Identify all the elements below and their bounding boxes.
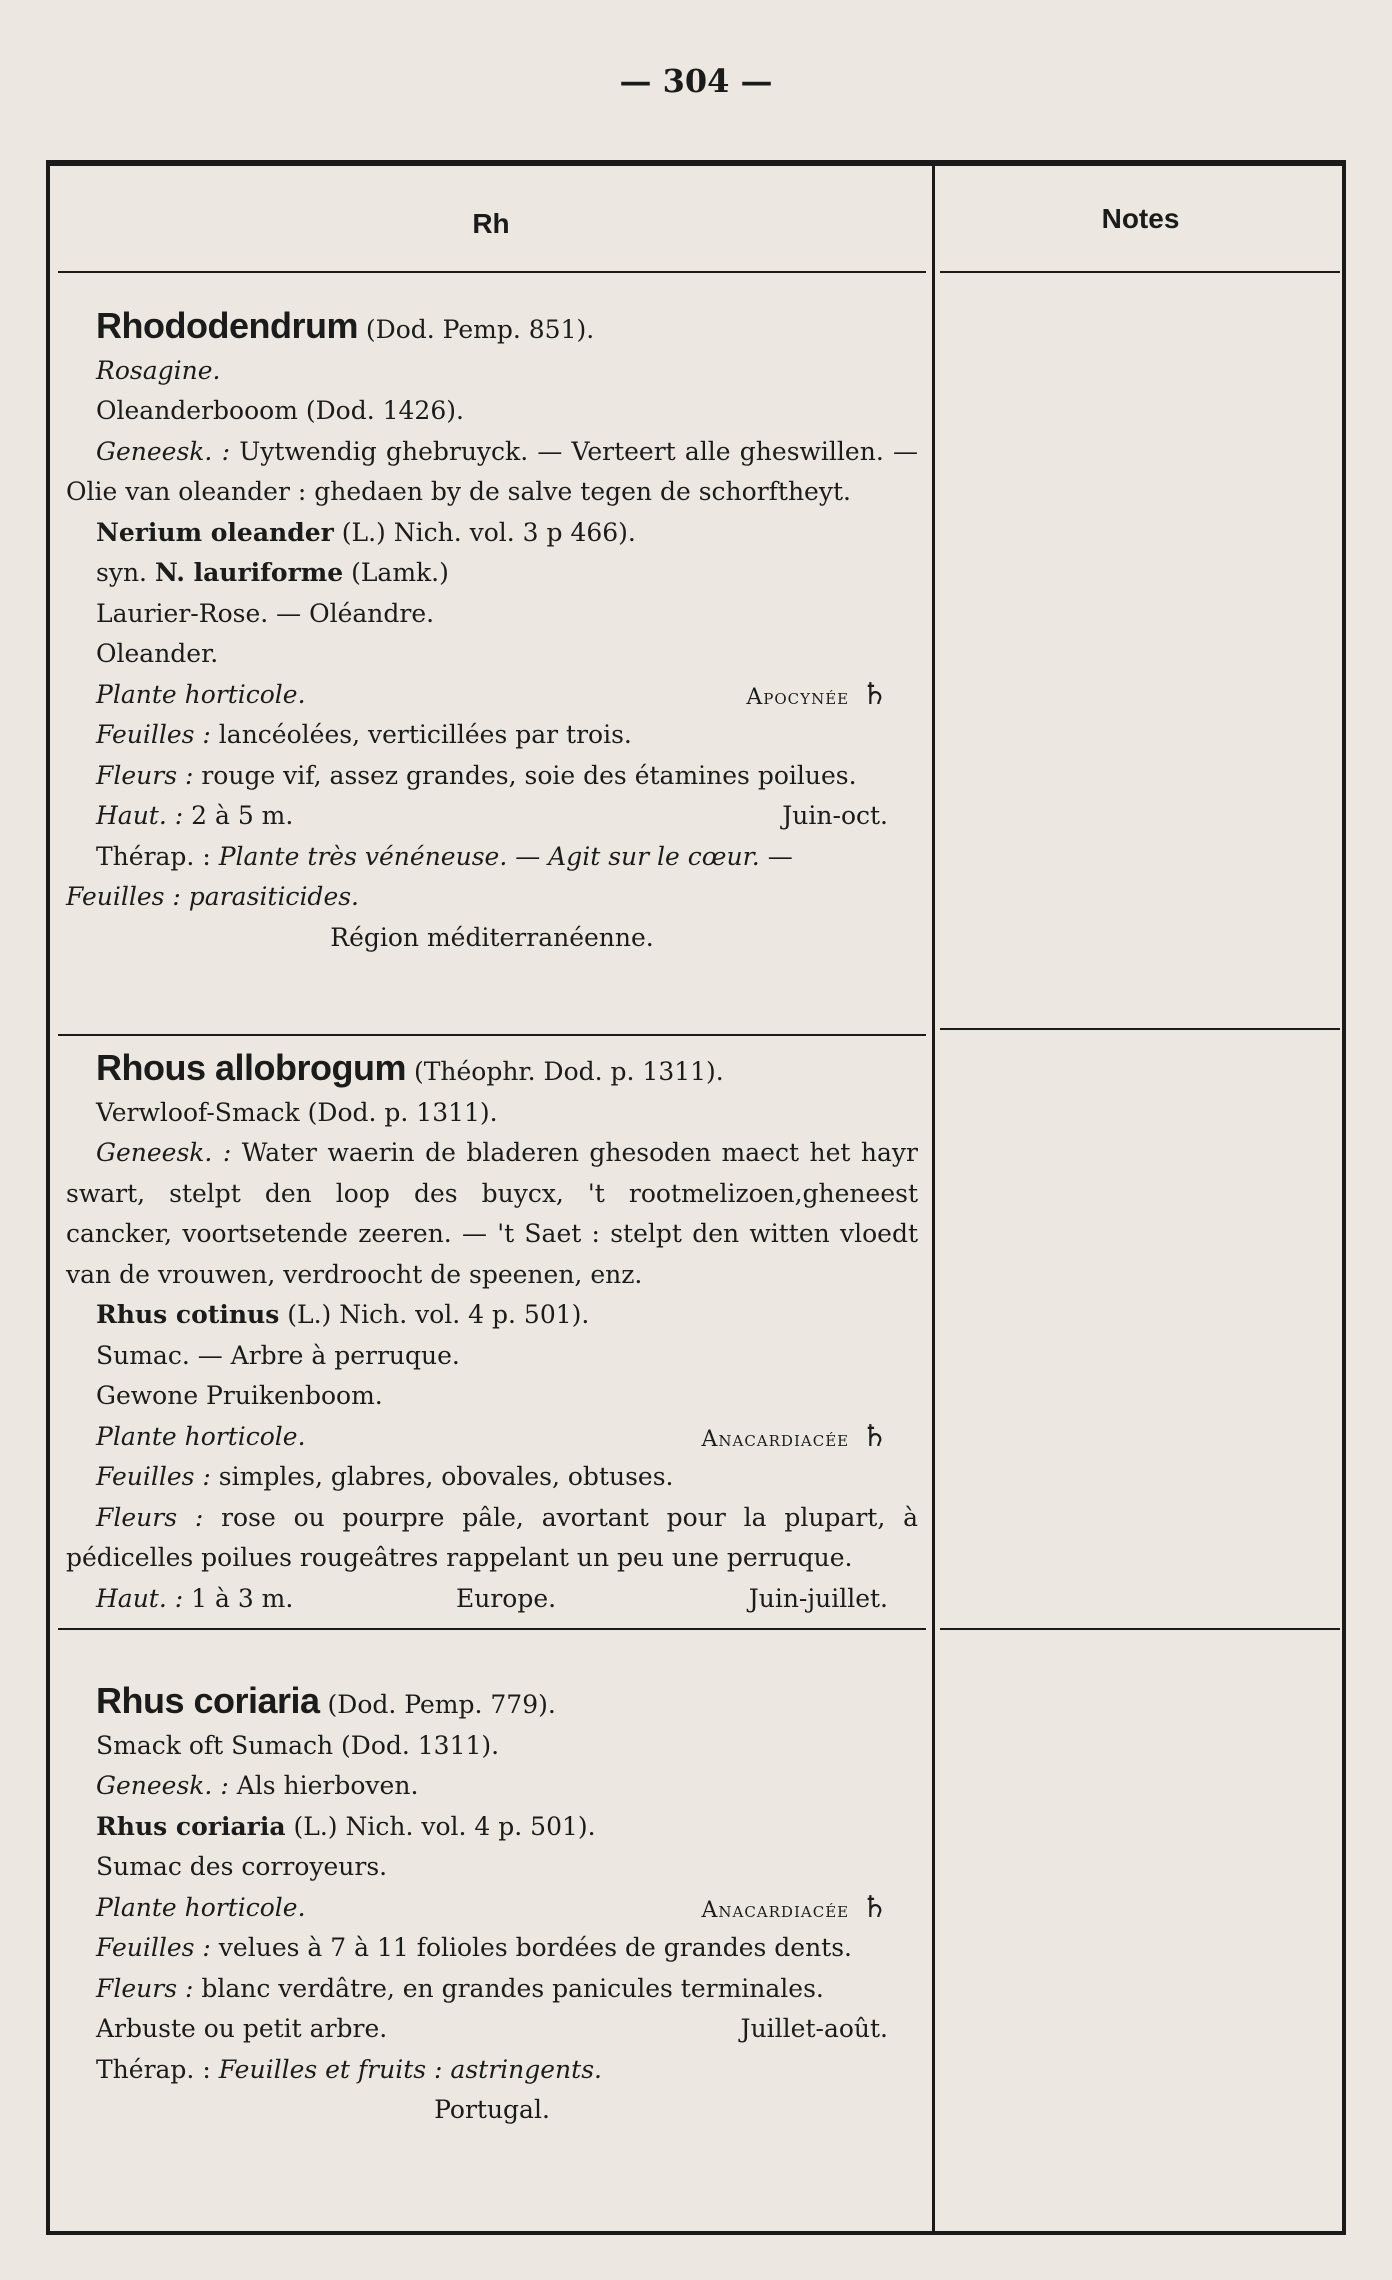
text-line bbox=[66, 1295, 918, 1336]
region: Europe. bbox=[456, 1583, 557, 1613]
label: Thérap. : bbox=[96, 2054, 219, 2084]
text-paragraph bbox=[66, 432, 918, 513]
label: Feuilles : bbox=[96, 720, 211, 749]
text-line: Laurier-Rose. — Oléandre. bbox=[96, 598, 435, 628]
species-name: Nerium oleander bbox=[96, 517, 334, 547]
text-line bbox=[66, 796, 918, 837]
text-line: Rosagine. bbox=[96, 355, 221, 385]
text-line: Sumac. — Arbre à perruque. bbox=[96, 1340, 460, 1370]
text-line bbox=[66, 1928, 918, 1969]
header-rule-right bbox=[940, 271, 1340, 273]
species-name: N. lauriforme bbox=[154, 558, 344, 587]
text-line bbox=[66, 513, 918, 554]
page-number: — 304 — bbox=[619, 62, 773, 100]
text-line bbox=[66, 756, 918, 797]
species-ref: (L.) Nich. vol. 3 p 466). bbox=[333, 517, 636, 547]
entry-title-ref: (Dod. Pemp. 851). bbox=[365, 315, 595, 344]
syn-label: syn. bbox=[96, 558, 155, 587]
species-name: Rhus coriaria bbox=[96, 1811, 286, 1841]
species-ref: (Lamk.) bbox=[343, 558, 449, 587]
line-text: parasiticides. bbox=[180, 882, 360, 911]
text-line bbox=[66, 2050, 918, 2091]
text-line bbox=[66, 1807, 918, 1848]
entry-title: Rhododendrum bbox=[96, 305, 358, 346]
text-line: Oleander. bbox=[96, 639, 219, 668]
text-paragraph bbox=[66, 1498, 918, 1579]
entry-title-ref: (Théophr. Dod. p. 1311). bbox=[413, 1057, 724, 1086]
species-ref: (L.) Nich. vol. 4 p. 501). bbox=[285, 1811, 596, 1841]
header-rule-left bbox=[58, 271, 926, 273]
species-ref: (L.) Nich. vol. 4 p. 501). bbox=[279, 1300, 590, 1329]
cultivation-note: Plante horticole. bbox=[96, 1421, 306, 1451]
line-text: Als hierboven. bbox=[228, 1771, 419, 1800]
paragraph-text: Uytwendig ghebruyck. — Verteert alle gheswillen. — Olie van oleander : ghedaen by de salve tegen de schorftheyt. bbox=[66, 436, 918, 506]
line-text: Feuilles et fruits : astringents. bbox=[218, 2054, 602, 2084]
family-name: Anacardiacée bbox=[701, 1426, 850, 1452]
label: Feuilles : bbox=[96, 1462, 211, 1491]
label: Geneesk. : bbox=[96, 1138, 232, 1167]
family-tag bbox=[746, 675, 888, 719]
shrub-symbol-icon: ♄ bbox=[861, 676, 888, 712]
entry-title-row bbox=[66, 1681, 918, 1726]
entry-rhous-allobrogum bbox=[66, 1048, 918, 1619]
section-rule-right bbox=[940, 1028, 1340, 1030]
line-text: simples, glabres, obovales, obtuses. bbox=[210, 1462, 674, 1491]
entry-title-ref: (Dod. Pemp. 779). bbox=[327, 1690, 556, 1719]
cultivation-note: Plante horticole. bbox=[96, 1892, 306, 1922]
label: Thérap. : bbox=[96, 841, 219, 871]
text-line bbox=[66, 1417, 918, 1458]
line-text: Plante très vénéneuse. — Agit sur le cœur. bbox=[218, 841, 760, 871]
entry-title: Rhus coriaria bbox=[96, 1680, 320, 1721]
label: Haut. : bbox=[96, 1583, 184, 1613]
text-line: Smack oft Sumach (Dod. 1311). bbox=[96, 1730, 500, 1760]
family-tag bbox=[701, 1417, 888, 1461]
text-line bbox=[66, 1579, 918, 1620]
section-rule-left bbox=[58, 1628, 926, 1630]
text-line bbox=[66, 877, 918, 918]
text-line bbox=[66, 1457, 918, 1498]
text-line bbox=[66, 553, 918, 594]
section-rule-right bbox=[940, 1628, 1340, 1630]
entry-title-row bbox=[66, 1048, 918, 1093]
line-text: blanc verdâtre, en grandes panicules terminales. bbox=[193, 1973, 824, 2003]
flowering-period: Juin-oct. bbox=[782, 801, 888, 830]
text-line bbox=[66, 715, 918, 756]
text-line bbox=[66, 2009, 918, 2050]
family-name: Apocynée bbox=[746, 684, 850, 710]
line-text: 1 à 3 m. bbox=[183, 1583, 294, 1613]
flowering-period: Juillet-août. bbox=[740, 2014, 888, 2043]
entry-title: Rhous allobrogum bbox=[96, 1047, 406, 1088]
region: Région méditerranéenne. bbox=[330, 922, 654, 952]
label: Geneesk. : bbox=[96, 1771, 229, 1800]
label: Fleurs : bbox=[96, 760, 194, 790]
entry-rhus-coriaria bbox=[66, 1681, 918, 2131]
family-name: Anacardiacée bbox=[701, 1897, 850, 1923]
text-line: Gewone Pruikenboom. bbox=[96, 1381, 383, 1410]
shrub-symbol-icon: ♄ bbox=[861, 1418, 888, 1454]
text-line: Oleanderbooom (Dod. 1426). bbox=[96, 396, 464, 425]
label: Feuilles : bbox=[66, 882, 181, 911]
dash: — bbox=[759, 841, 793, 871]
line-text: 2 à 5 m. bbox=[183, 801, 294, 830]
label: Geneesk. : bbox=[96, 436, 231, 466]
entry-title-row bbox=[66, 306, 918, 351]
text-line bbox=[66, 1969, 918, 2010]
line-text: Arbuste ou petit arbre. bbox=[96, 2014, 388, 2043]
line-text: velues à 7 à 11 folioles bordées de grandes dents. bbox=[210, 1933, 852, 1962]
shrub-symbol-icon: ♄ bbox=[861, 1889, 888, 1925]
region: Portugal. bbox=[434, 2095, 550, 2124]
cultivation-note: Plante horticole. bbox=[96, 679, 306, 709]
entry-rhododendrum bbox=[66, 306, 918, 958]
species-name: Rhus cotinus bbox=[96, 1300, 280, 1329]
label: Feuilles : bbox=[96, 1933, 211, 1962]
paragraph-text: rose ou pourpre pâle, avortant pour la plupart, à pédicelles poilues rougeâtres rappelant un peu une perruque. bbox=[66, 1502, 919, 1572]
label: Fleurs : bbox=[96, 1973, 194, 2003]
paragraph-text: Water waerin de bladeren ghesoden maect het hayr swart, stelpt den loop des buycx, 't rootmelizoen,gheneest cancker, voortsetende zeeren. — 't Saet : stelpt den witten vloedt van de vrouwen, verdroocht de speenen, enz. bbox=[66, 1138, 918, 1289]
label: Haut. : bbox=[96, 801, 184, 830]
line-text: rouge vif, assez grandes, soie des étamines poilues. bbox=[193, 760, 857, 790]
text-line: Sumac des corroyeurs. bbox=[96, 1852, 388, 1881]
text-line bbox=[66, 1766, 918, 1807]
text-line bbox=[66, 1888, 918, 1929]
text-line bbox=[66, 837, 918, 878]
header-notes: Notes bbox=[1101, 202, 1180, 234]
flowering-period: Juin-juillet. bbox=[748, 1583, 888, 1613]
family-tag bbox=[701, 1888, 888, 1932]
line-text: lancéolées, verticillées par trois. bbox=[210, 720, 632, 749]
herbal-table bbox=[46, 160, 1346, 2235]
column-divider bbox=[932, 166, 935, 2231]
header-rh: Rh bbox=[472, 207, 510, 239]
text-line bbox=[66, 675, 918, 716]
text-paragraph bbox=[66, 1133, 918, 1295]
section-rule-left bbox=[58, 1034, 926, 1036]
label: Fleurs : bbox=[96, 1502, 204, 1532]
text-line: Verwloof-Smack (Dod. p. 1311). bbox=[96, 1097, 498, 1127]
